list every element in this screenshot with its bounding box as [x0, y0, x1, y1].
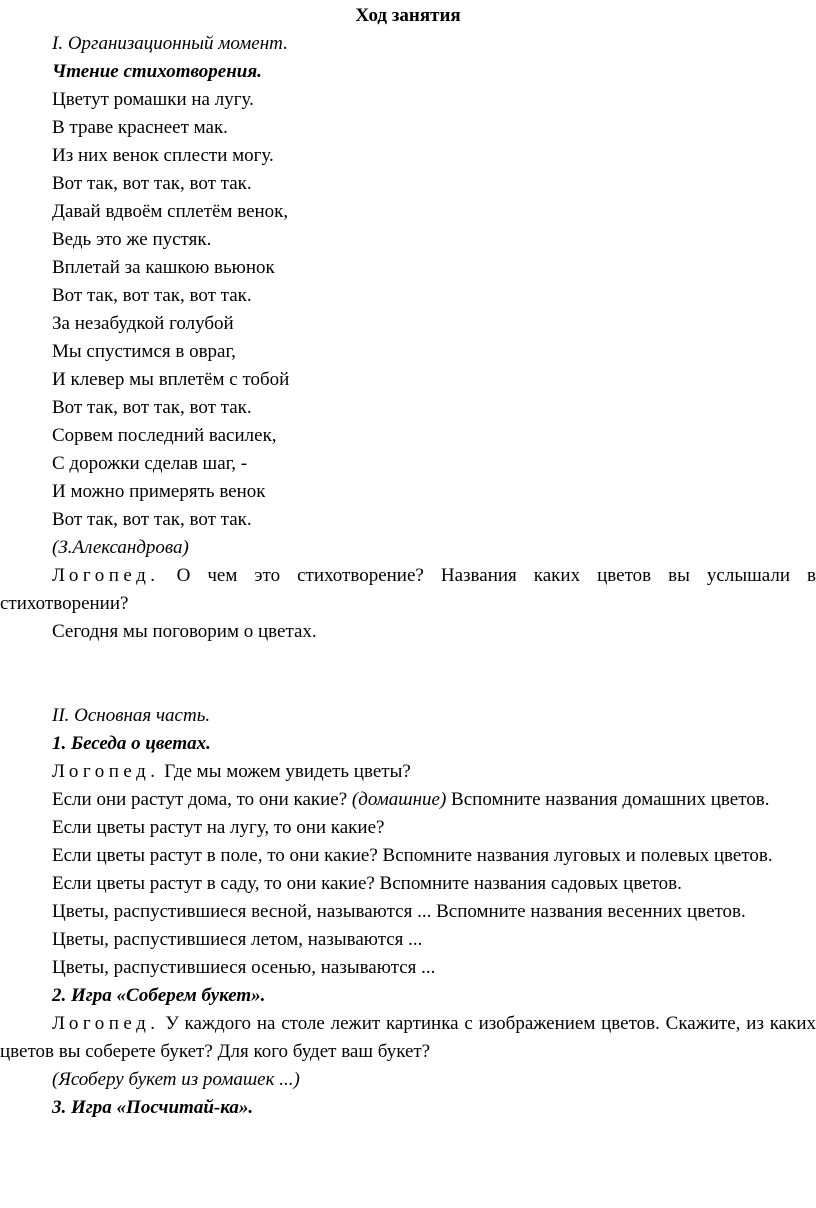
question-line: Цветы, распустившиеся осенью, называются ...	[52, 957, 436, 978]
question-line: Если цветы растут в саду, то они какие? Вспомните названия садовых цветов.	[52, 873, 682, 894]
question-line: Цветы, распустившиеся летом, называются ...	[52, 929, 423, 950]
speaker-label: Логопед.	[52, 1013, 160, 1034]
speaker-line	[0, 758, 816, 786]
speaker-paragraph	[0, 1010, 816, 1066]
poem-line: Цветут ромашки на лугу.	[52, 89, 254, 110]
question-paragraph: Если цветы растут в поле, то они какие? Вспомните названия луговых и полевых цветов.	[52, 845, 773, 866]
question-line: Если цветы растут на лугу, то они какие?	[52, 817, 385, 838]
closing-line: Сегодня мы поговорим о цветах.	[52, 621, 317, 642]
question-paragraph	[0, 786, 816, 814]
poem-line: Сорвем последний василек,	[52, 425, 277, 446]
speaker-label: Логопед.	[52, 565, 160, 586]
question-paragraph: Цветы, распустившиеся весной, называются ... Вспомните названия весенних цветов.	[52, 901, 746, 922]
item-1-title: 1. Беседа о цветах.	[52, 733, 211, 754]
question-text: Где мы можем увидеть цветы?	[164, 761, 411, 782]
question-text: Вспомните названия домашних цветов.	[451, 789, 770, 810]
poem-line: Мы спустимся в овраг,	[52, 341, 236, 362]
speaker-question	[0, 562, 816, 618]
instruction-text: У каждого на столе лежит картинка с изображением цветов. Скажите, из каких цветов вы соберете букет? Для кого будет ваш букет?	[0, 1013, 816, 1062]
speaker-label: Логопед.	[52, 761, 160, 782]
section-2-heading: II. Основная часть.	[52, 705, 211, 726]
poem-line: Вот так, вот так, вот так.	[52, 173, 252, 194]
poem-line: Ведь это же пустяк.	[52, 229, 212, 250]
poem-line: Вот так, вот так, вот так.	[52, 285, 252, 306]
poem-line: За незабудкой голубой	[52, 313, 234, 334]
poem-line: В траве краснеет мак.	[52, 117, 228, 138]
section-1-heading: I. Организационный момент.	[52, 33, 288, 54]
answer-hint: (домашние)	[351, 789, 447, 810]
poem-line: Вот так, вот так, вот так.	[52, 509, 252, 530]
document-title: Ход занятия	[355, 5, 461, 26]
example-answer: (Ясоберу букет из ромашек ...)	[52, 1069, 300, 1090]
section-1-subheading: Чтение стихотворения.	[52, 61, 262, 82]
poem-line: Из них венок сплести могу.	[52, 145, 274, 166]
poem-line: С дорожки сделав шаг, -	[52, 453, 248, 474]
poem-line: Вот так, вот так, вот так.	[52, 397, 252, 418]
question-text: О чем это стихотворение? Названия каких цветов вы услышали в стихотворении?	[0, 565, 816, 614]
poem-author: (З.Александрова)	[52, 537, 189, 558]
item-3-title: 3. Игра «Посчитай-ка».	[52, 1097, 254, 1118]
poem	[0, 86, 816, 534]
question-text: Если они растут дома, то они какие?	[52, 789, 348, 810]
poem-line: И можно примерять венок	[52, 481, 266, 502]
poem-line: И клевер мы вплетём с тобой	[52, 369, 290, 390]
poem-line: Давай вдвоём сплетём венок,	[52, 201, 289, 222]
item-2-title: 2. Игра «Соберем букет».	[52, 985, 266, 1006]
poem-line: Вплетай за кашкою вьюнок	[52, 257, 275, 278]
spacer	[0, 646, 816, 702]
